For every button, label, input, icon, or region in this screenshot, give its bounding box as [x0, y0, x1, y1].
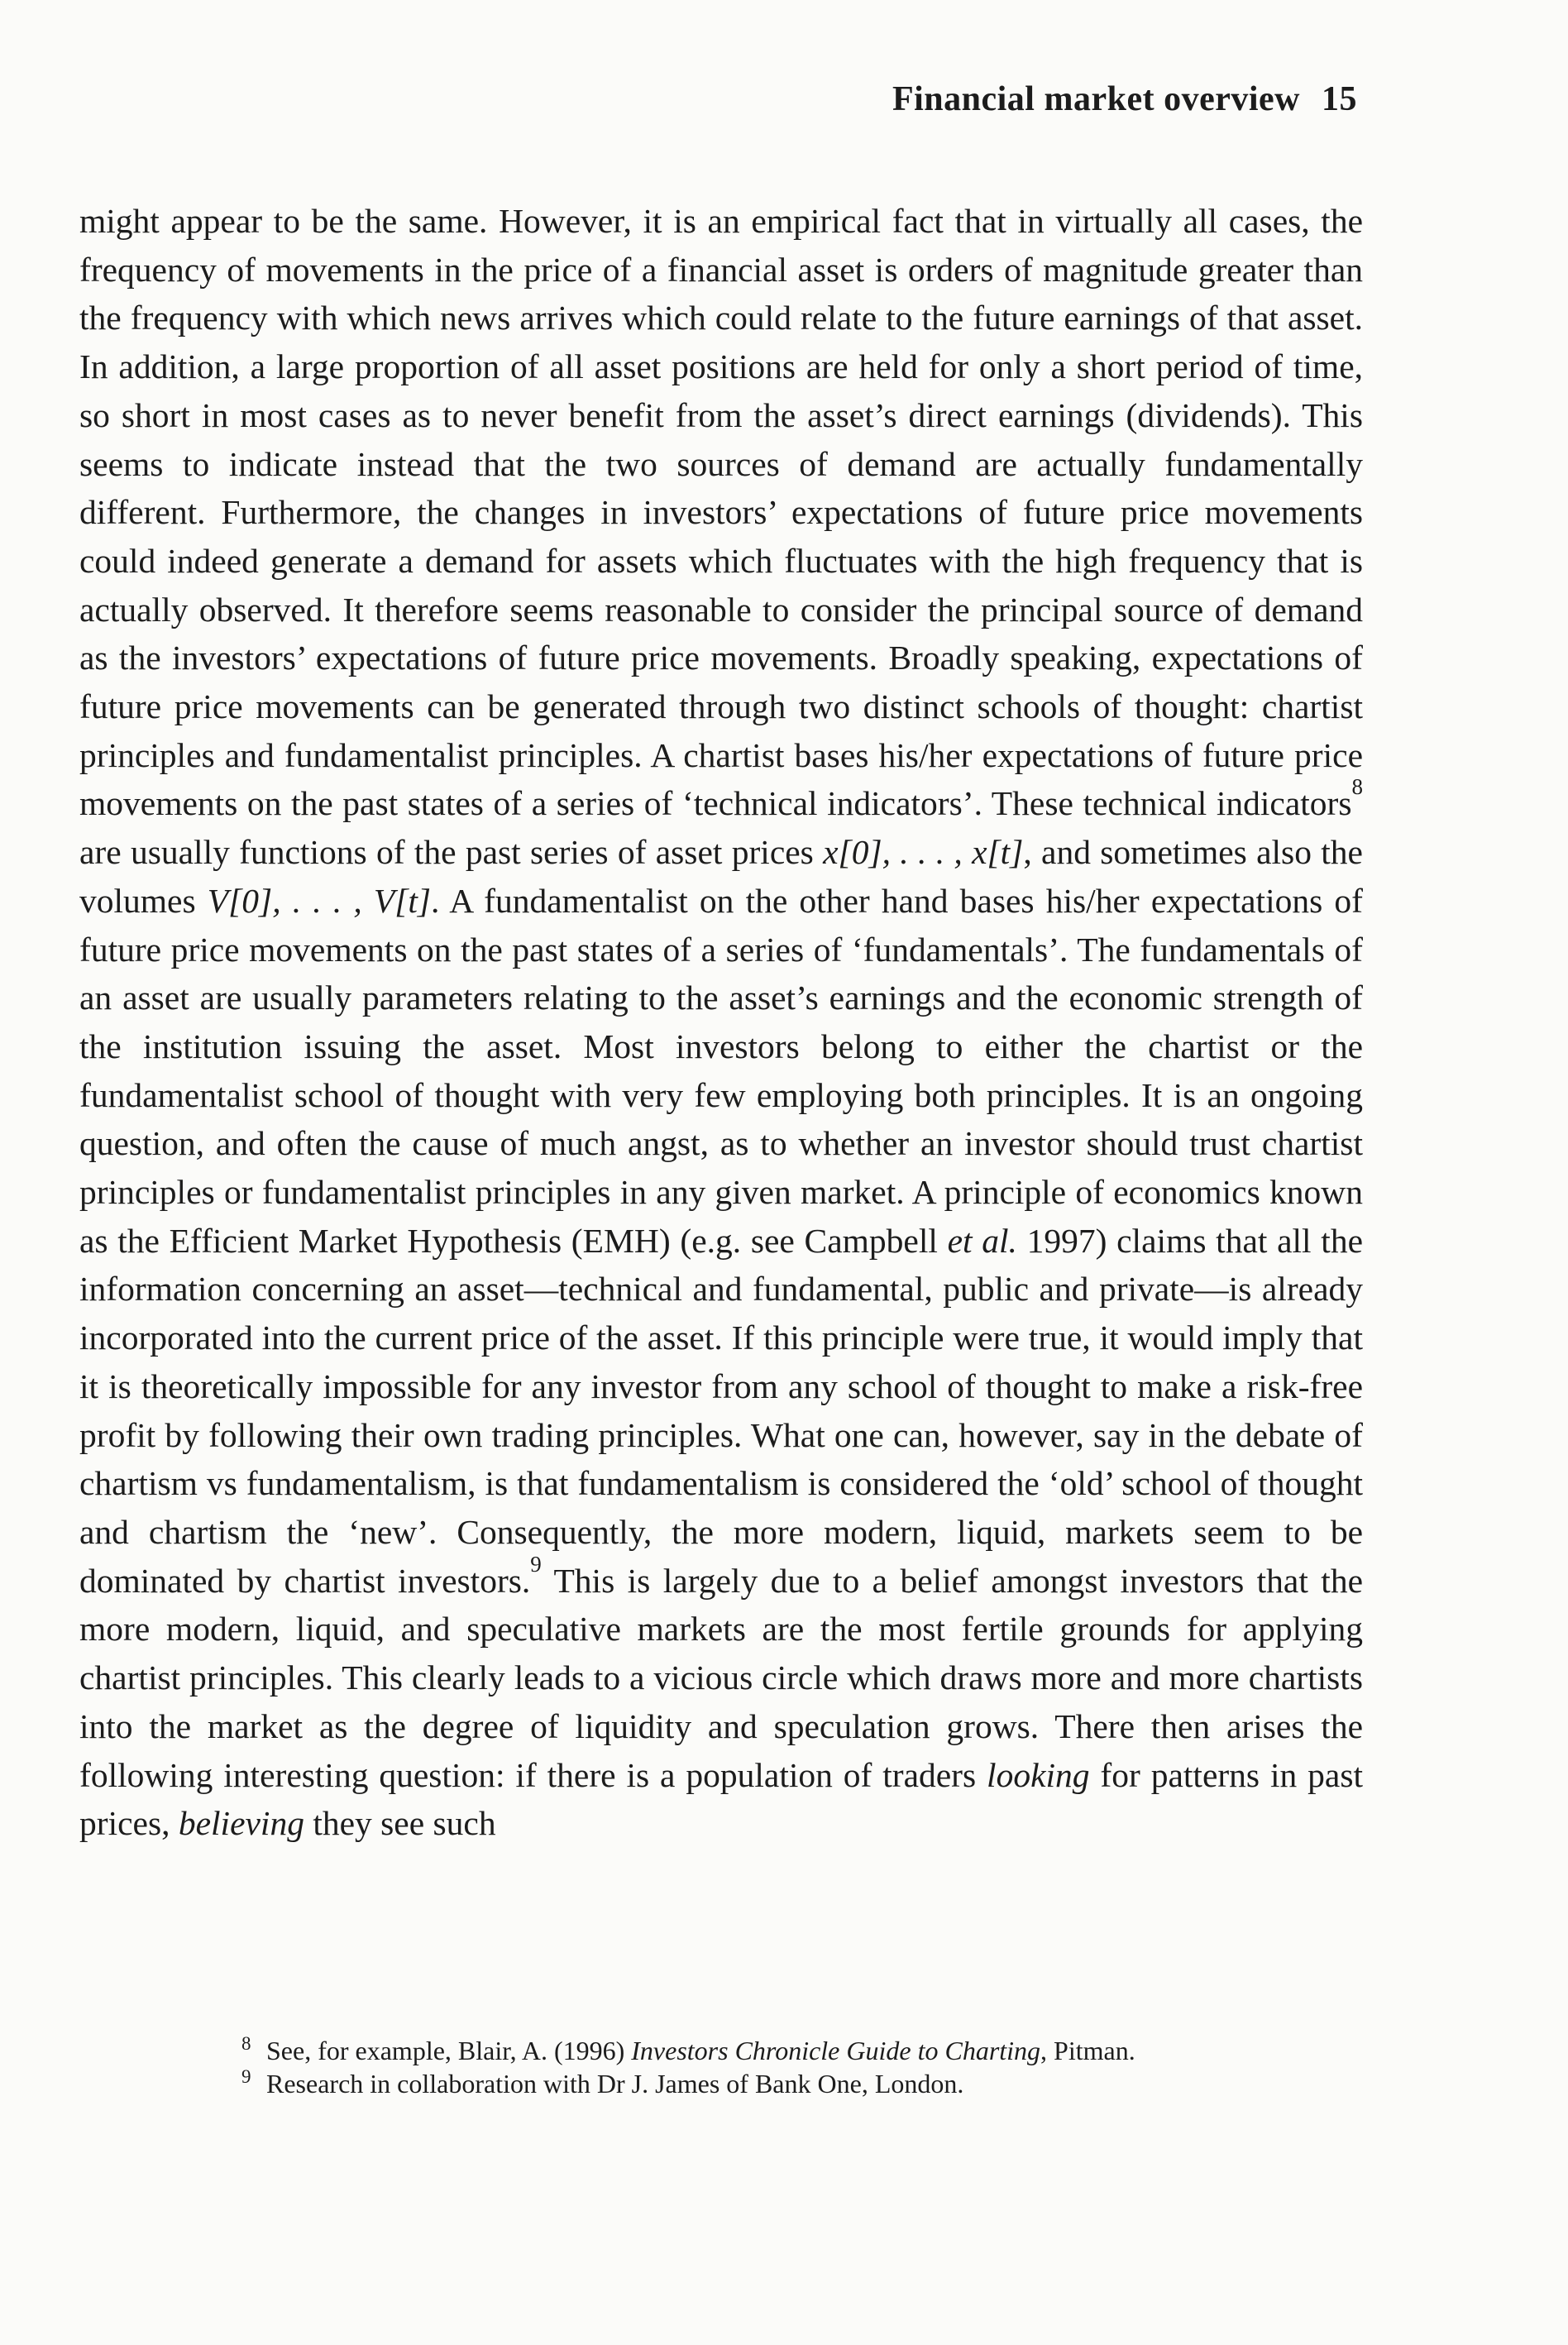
footnote-number: 8: [241, 2033, 251, 2054]
text-run-3: , and sometimes also the volumes: [79, 833, 1363, 920]
math-volume-series: V[0], . . . , V[t]: [207, 881, 432, 920]
paragraph-text: [79, 197, 1363, 1848]
body-paragraph: [79, 197, 1363, 1848]
footnote-number: 9: [241, 2066, 251, 2087]
page-number: 15: [1322, 80, 1357, 118]
footnotes: [241, 2035, 1366, 2101]
running-title: Financial market overview: [892, 80, 1300, 118]
footnote-book-title: Investors Chronicle Guide to Charting: [631, 2036, 1041, 2065]
et-al-emphasis: et al.: [947, 1221, 1017, 1260]
footnote-ref-9: 9: [530, 1551, 542, 1577]
footnote-text: Research in collaboration with Dr J. James of Bank One, London.: [266, 2069, 964, 2099]
text-run-7: for patterns in past prices,: [79, 1755, 1363, 1843]
text-run-8: they see such: [304, 1804, 496, 1843]
text-run-1: might appear to be the same. However, it is an empirical fact that in virtually all cases, the frequency of movements in the price of a financial asset is orders of magnitude greater than the frequency with which news arrives which could relate to the future earnings of that asset. In addition, a large proportion of all asset positions are held for only a short period of time, so short in most cases as to never benefit from the asset’s direct earnings (dividends). This seems to indicate instead that the two sources of demand are actually fundamentally different. Furthermore, the changes in investors’ expectations of future price movements could indeed generate a demand for assets which fluctuates with the high frequency that is actually observed. It therefore seems reasonable to consider the principal source of demand as the investors’ expectations of future price movements. Broadly speaking, expectations of future price movements can be generated through two distinct schools of thought: chartist principles and fundamentalist principles. A chartist bases his/her expectations of future price movements on the past states of a series of ‘technical indicators’. These technical indicators: [79, 202, 1363, 823]
footnote-text: See, for example, Blair, A. (1996): [266, 2036, 632, 2065]
text-run-6: This is largely due to a belief amongst investors that the more modern, liquid, and speculative markets are the most fertile grounds for applying chartist principles. This clearly leads to a vicious circle which draws more and more chartists into the market as the degree of liquidity and speculation grows. There then arises the following interesting question: if there is a population of traders: [79, 1561, 1363, 1794]
text-run-4: . A fundamentalist on the other hand bases his/her expectations of future price movements on the past states of a series of ‘fundamentals’. The fundamentals of an asset are usually parameters relating to the asset’s earnings and the economic strength of the institution issuing the asset. Most investors belong to either the chartist or the fundamentalist school of thought with very few employing both principles. It is an ongoing question, and often the cause of much angst, as to whether an investor should trust chartist principles or fundamentalist principles in any given market. A principle of economics known as the Efficient Market Hypothesis (EMH) (e.g. see Campbell: [79, 881, 1363, 1260]
footnote-ref-8: 8: [1351, 774, 1363, 800]
footnote-text-end: , Pitman.: [1040, 2036, 1135, 2065]
footnote-8: [241, 2035, 1366, 2066]
text-run-2: are usually functions of the past series of asset prices: [79, 833, 824, 872]
believing-emphasis: believing: [178, 1804, 304, 1843]
math-price-series: x[0], . . . , x[t]: [823, 833, 1024, 872]
running-head: [892, 79, 1357, 119]
text-run-5: 1997) claims that all the information concerning an asset—technical and fundamental, public and private—is already incorporated into the current price of the asset. If this principle were true, it would imply that it is theoretically impossible for any investor from any school of thought to make a risk-free profit by following their own trading principles. What one can, however, say in the debate of chartism vs fundamentalism, is that fundamentalism is considered the ‘old’ school of thought and chartism the ‘new’. Consequently, the more modern, liquid, markets seem to be dominated by chartist investors.: [79, 1221, 1363, 1600]
looking-emphasis: looking: [987, 1755, 1090, 1794]
footnote-9: [241, 2068, 1366, 2099]
